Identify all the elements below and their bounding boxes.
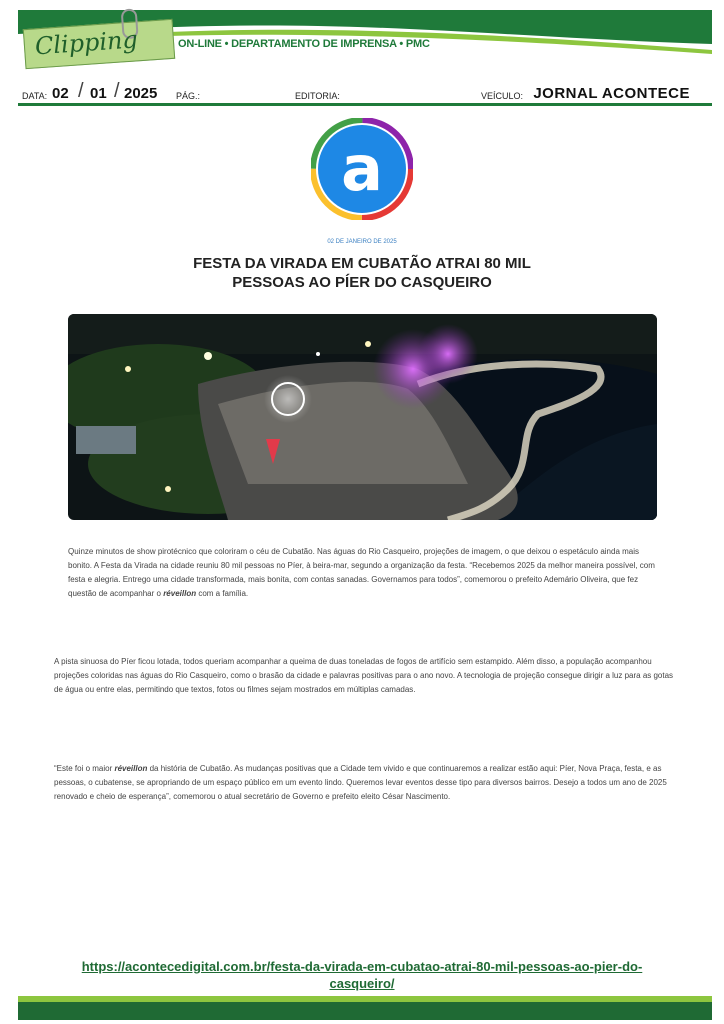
festival-photo-illustration	[68, 314, 657, 520]
footer-dark-band	[18, 1002, 712, 1020]
paragraph-text: com a família.	[196, 589, 249, 598]
source-link[interactable]	[60, 958, 664, 992]
source-link-line[interactable]: https://acontecedigital.com.br/festa-da-virada-em-cubatao-atrai-80-mil-pessoas-ao-pier-do-	[81, 959, 643, 974]
veiculo-label: VEÍCULO:	[481, 91, 524, 101]
acontece-logo	[311, 118, 413, 220]
paragraph-text: Quinze minutos de show pirotécnico que coloriram o céu de Cubatão. Nas águas do Rio Casqueiro, projeções de imagem, o que deixou o espetáculo ainda mais bonito. A Festa da Virada na cidade reuniu 80 mil pessoas no Píer, à beira-mar, segundo a organização da festa. “Recebemos 2025 da melhor maneira possível, com festa e alegria. Entrego uma cidade transformada, mais bonita, com contas sanadas. Governamos para todos”, comemorou o prefeito Ademário Oliveira, que fez questão de acompanhar o	[68, 547, 655, 598]
date-separator: /	[78, 80, 84, 102]
paragraph-text: “Este foi o maior	[54, 764, 115, 773]
source-link-line[interactable]: casqueiro/	[329, 976, 395, 991]
date-label: DATA:	[22, 91, 48, 101]
date-month: 01	[90, 85, 107, 102]
article-date: 02 DE JANEIRO DE 2025	[327, 239, 397, 245]
aerial-night-festival-photo	[68, 314, 657, 520]
logo-letter: a	[341, 132, 383, 205]
paragraph-text: da história de Cubatão. As mudanças positivas que a Cidade tem vivido e que continuaremos a realizar estão aqui: Píer, Nova Praça, festa, e as pessoas, o cubatense, se apropriando de um espaço público em um evento lindo. Queremos levar eventos desse tipo para diversos bairros. Desejo a todos um ano de 2025 renovado e cheio de esperança”, comemorou o atual secretário de Governo e prefeito eleito César Nascimento.	[54, 764, 667, 801]
article-title-line: PESSOAS AO PÍER DO CASQUEIRO	[232, 274, 492, 291]
article-paragraph	[54, 762, 674, 804]
veiculo-name: JORNAL ACONTECE	[533, 85, 690, 102]
article-paragraph: A pista sinuosa do Píer ficou lotada, todos queriam acompanhar a queima de duas toneladas de fogos de artifício sem estampido. Além disso, a população acompanhou projeções coloridas nas águas do Rio Casqueiro, como o brasão da cidade e palavras positivas para o ano novo. A tecnologia de projeção consegue dirigir a luz para as gotas de água ou entre elas, permitindo que textos, fotos ou filmes sejam mostrados em múltiplas camadas.	[54, 657, 674, 694]
article-title-line: FESTA DA VIRADA EM CUBATÃO ATRAI 80 MIL	[193, 255, 531, 272]
header-divider	[18, 103, 712, 106]
page-label: PÁG.:	[176, 91, 201, 101]
header-subtitle: ON-LINE • DEPARTAMENTO DE IMPRENSA • PMC	[178, 38, 430, 50]
acontece-a-logo-icon	[311, 118, 413, 220]
article-title	[150, 254, 574, 292]
editoria-label: EDITORIA:	[295, 91, 340, 101]
paragraph-emphasis: réveillon	[163, 589, 197, 598]
clipping-meta-row	[18, 80, 712, 104]
date-separator: /	[114, 80, 120, 102]
clipping-brand: Clipping	[34, 25, 139, 61]
date-year: 2025	[124, 85, 158, 102]
date-day: 02	[52, 85, 69, 102]
paragraph-emphasis: réveillon	[114, 764, 148, 773]
article-paragraph	[68, 545, 658, 601]
